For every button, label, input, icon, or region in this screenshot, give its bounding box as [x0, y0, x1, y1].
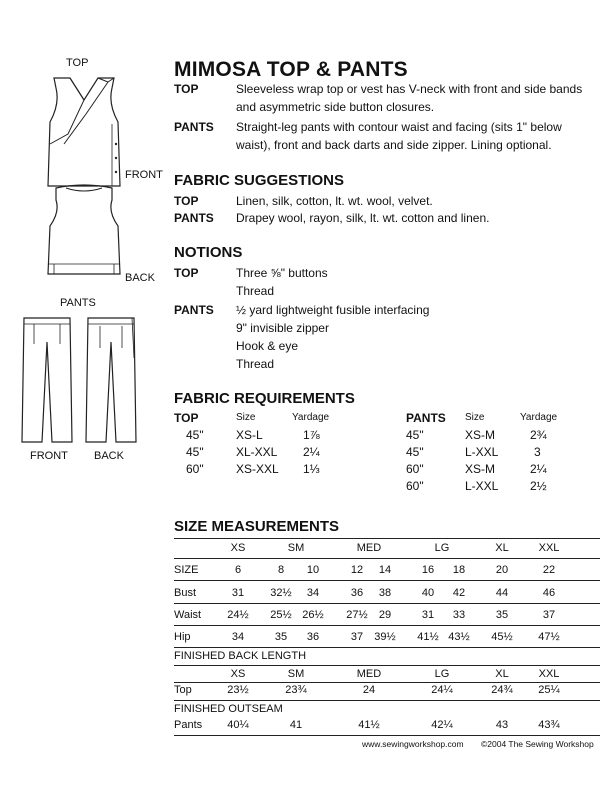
sketch-label-pants-back: BACK	[94, 450, 124, 462]
measure-cell: 39½	[374, 631, 396, 643]
table-rule	[174, 647, 600, 648]
table-rule	[174, 558, 600, 559]
requirements-top-width: 45"	[186, 428, 204, 442]
size-group-label: MED	[356, 542, 382, 554]
requirements-top-yardage: 1⅞	[303, 428, 320, 442]
finished-back-cell: 23¾	[285, 684, 307, 696]
measure-cell: 18	[452, 564, 466, 576]
measure-cell: 36	[306, 631, 320, 643]
table-bottom-rule	[174, 735, 600, 736]
requirements-pants-width: 60"	[406, 462, 424, 476]
sketch-label-top: TOP	[66, 57, 89, 69]
size-measurements-heading: SIZE MEASUREMENTS	[174, 518, 340, 535]
measure-cell: 22	[542, 564, 556, 576]
description-pants-line-2: waist), front and back darts and side zipper. Lining optional.	[236, 138, 552, 152]
requirements-pants-size: L-XXL	[465, 445, 499, 459]
measure-cell: 43½	[448, 631, 470, 643]
finished-back-row-label: Top	[174, 684, 192, 696]
requirements-pants-size: XS-M	[465, 428, 495, 442]
size-group-label: XL	[495, 542, 509, 554]
description-top-line-1: Sleeveless wrap top or vest has V-neck with front and side bands	[236, 82, 583, 96]
fabric-requirements-heading: FABRIC REQUIREMENTS	[174, 390, 355, 407]
measure-cell: 38	[378, 587, 392, 599]
table-rule	[174, 665, 600, 666]
sketch-label-pants-front: FRONT	[30, 450, 68, 462]
measure-cell: 36	[350, 587, 364, 599]
measure-cell: 40	[421, 587, 435, 599]
notion-top-item-2: Thread	[236, 284, 275, 298]
requirements-pants-size: L-XXL	[465, 479, 499, 493]
sketch-label-back: BACK	[125, 272, 155, 284]
measure-cell: 16	[421, 564, 435, 576]
requirements-pants-yardage: 2¾	[530, 428, 547, 442]
measure-cell: 25½	[270, 609, 292, 621]
size-group-label: SM	[287, 542, 305, 554]
requirements-top-yardage-header: Yardage	[292, 412, 330, 423]
notion-pants-item-4: Thread	[236, 357, 275, 371]
measure-cell: 34	[306, 587, 320, 599]
table-rule	[174, 700, 600, 701]
requirements-pants-width: 45"	[406, 445, 424, 459]
requirements-key-pants: PANTS	[406, 411, 446, 425]
finished-outseam-cell: 40¼	[227, 719, 249, 731]
notion-pants-item-3: Hook & eye	[236, 339, 299, 353]
requirements-top-width: 60"	[186, 462, 204, 476]
finished-outseam-cell: 41	[289, 719, 303, 731]
measure-cell: 12	[350, 564, 364, 576]
requirements-pants-width: 45"	[406, 428, 424, 442]
requirements-top-yardage: 2¼	[303, 445, 320, 459]
measure-cell: 45½	[491, 631, 513, 643]
top-front-sketch	[38, 74, 130, 196]
finished-outseam-cell: 42¼	[431, 719, 453, 731]
measure-row-label: Bust	[174, 587, 197, 599]
notion-top-item-1: Three ⅝" buttons	[236, 266, 328, 280]
finished-outseam-cell: 43¾	[538, 719, 560, 731]
requirements-key-top: TOP	[174, 411, 199, 425]
finished-back-cell: 24¾	[491, 684, 513, 696]
measure-cell: 29	[378, 609, 392, 621]
measure-cell: 31	[231, 587, 245, 599]
measure-cell: 33	[452, 609, 466, 621]
description-key-top: TOP	[174, 82, 199, 96]
measure-cell: 34	[231, 631, 245, 643]
finished-outseam-row-label: Pants	[174, 719, 203, 731]
notions-key-pants: PANTS	[174, 303, 214, 317]
measure-cell: 41½	[417, 631, 439, 643]
footer-website: www.sewingworkshop.com	[362, 739, 464, 749]
fabric-suggestion-top: Linen, silk, cotton, lt. wt. wool, velvet.	[236, 194, 433, 208]
requirements-pants-yardage-header: Yardage	[520, 412, 558, 423]
requirements-top-width: 45"	[186, 445, 204, 459]
notion-pants-item-1: ½ yard lightweight fusible interfacing	[236, 303, 430, 317]
requirements-pants-size: XS-M	[465, 462, 495, 476]
finished-back-cell: 25¼	[538, 684, 560, 696]
table-rule	[174, 625, 600, 626]
measure-row-label: SIZE	[174, 564, 199, 576]
description-pants-line-1: Straight-leg pants with contour waist and facing (sits 1" below	[236, 120, 562, 134]
sketch-label-pants: PANTS	[60, 297, 96, 309]
size-group-label: XXL	[538, 542, 560, 554]
table-rule	[174, 580, 600, 581]
fabric-suggestion-key-top: TOP	[174, 194, 199, 208]
description-key-pants: PANTS	[174, 120, 214, 134]
pants-front-sketch	[18, 314, 76, 446]
top-back-sketch	[38, 182, 130, 282]
measure-cell: 35	[274, 631, 288, 643]
size-group-label: SM	[287, 668, 305, 680]
measure-cell: 46	[542, 587, 556, 599]
size-group-label: LG	[434, 668, 450, 680]
measure-cell: 24½	[227, 609, 249, 621]
finished-back-cell: 24¼	[431, 684, 453, 696]
size-group-label: XXL	[538, 668, 560, 680]
notion-pants-item-2: 9" invisible zipper	[236, 321, 329, 335]
measure-cell: 37	[542, 609, 556, 621]
measure-cell: 35	[495, 609, 509, 621]
measure-row-label: Hip	[174, 631, 191, 643]
measure-cell: 44	[495, 587, 509, 599]
finished-back-cell: 24	[362, 684, 376, 696]
requirements-top-size: XL-XXL	[236, 445, 278, 459]
table-rule	[174, 682, 600, 683]
table-top-rule	[174, 538, 600, 539]
size-group-label: XL	[495, 668, 509, 680]
requirements-pants-size-header: Size	[465, 412, 485, 423]
measure-cell: 27½	[346, 609, 368, 621]
measure-cell: 8	[277, 564, 285, 576]
notions-key-top: TOP	[174, 266, 199, 280]
measure-cell: 26½	[302, 609, 324, 621]
measure-cell: 31	[421, 609, 435, 621]
fabric-suggestion-key-pants: PANTS	[174, 211, 214, 225]
finished-outseam-cell: 43	[495, 719, 509, 731]
size-group-label: XS	[230, 668, 246, 680]
measure-cell: 47½	[538, 631, 560, 643]
footer-copyright: ©2004 The Sewing Workshop	[481, 739, 594, 749]
page-title: MIMOSA TOP & PANTS	[174, 58, 408, 81]
requirements-top-size: XS-L	[236, 428, 263, 442]
pants-back-sketch	[82, 314, 140, 446]
requirements-top-size: XS-XXL	[236, 462, 279, 476]
measure-cell: 32½	[270, 587, 292, 599]
measure-cell: 10	[306, 564, 320, 576]
finished-back-length-heading: FINISHED BACK LENGTH	[174, 650, 307, 662]
requirements-top-yardage: 1⅓	[303, 462, 320, 476]
measure-cell: 20	[495, 564, 509, 576]
measure-row-label: Waist	[174, 609, 202, 621]
finished-back-cell: 23½	[227, 684, 249, 696]
measure-cell: 14	[378, 564, 392, 576]
requirements-pants-yardage: 2¼	[530, 462, 547, 476]
requirements-top-size-header: Size	[236, 412, 256, 423]
measure-cell: 6	[234, 564, 242, 576]
sketch-label-front: FRONT	[125, 169, 163, 181]
requirements-pants-yardage: 3	[534, 445, 541, 459]
requirements-pants-yardage: 2½	[530, 479, 547, 493]
finished-outseam-heading: FINISHED OUTSEAM	[174, 703, 283, 715]
finished-outseam-cell: 41½	[358, 719, 380, 731]
size-group-label: XS	[230, 542, 246, 554]
description-top-line-2: and asymmetric side button closures.	[236, 100, 435, 114]
measure-cell: 37	[350, 631, 364, 643]
notions-heading: NOTIONS	[174, 244, 243, 261]
size-group-label: MED	[356, 668, 382, 680]
table-rule	[174, 603, 600, 604]
fabric-suggestion-pants: Drapey wool, rayon, silk, lt. wt. cotton and linen.	[236, 211, 490, 225]
requirements-pants-width: 60"	[406, 479, 424, 493]
fabric-suggestions-heading: FABRIC SUGGESTIONS	[174, 172, 345, 189]
size-group-label: LG	[434, 542, 450, 554]
measure-cell: 42	[452, 587, 466, 599]
